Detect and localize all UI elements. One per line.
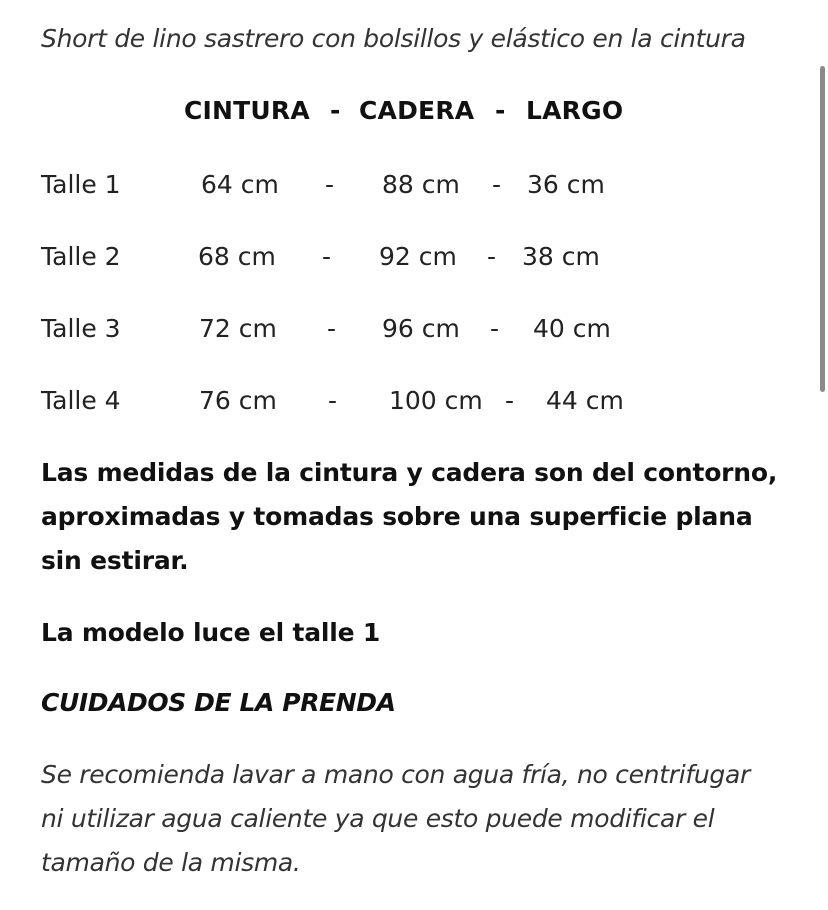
waist-value: 68 cm [198, 242, 276, 271]
length-value: 40 cm [533, 314, 611, 343]
scrollbar-thumb[interactable] [820, 66, 825, 392]
waist-value: 64 cm [201, 170, 279, 199]
header-separator: - [495, 96, 506, 125]
header-separator: - [330, 96, 341, 125]
size-label: Talle 2 [41, 242, 121, 271]
length-value: 44 cm [546, 386, 624, 415]
row-separator: - [505, 386, 515, 415]
hip-value: 88 cm [382, 170, 460, 199]
care-title: CUIDADOS DE LA PRENDA [41, 688, 396, 717]
row-separator: - [327, 314, 337, 343]
care-line: ni utilizar agua caliente ya que esto puede modificar el [41, 804, 715, 833]
row-separator: - [490, 314, 500, 343]
row-separator: - [492, 170, 502, 199]
row-separator: - [487, 242, 497, 271]
size-label: Talle 1 [41, 170, 121, 199]
row-separator: - [328, 386, 338, 415]
row-separator: - [325, 170, 335, 199]
model-size-note: La modelo luce el talle 1 [41, 618, 381, 647]
size-label: Talle 3 [41, 314, 121, 343]
size-label: Talle 4 [41, 386, 121, 415]
row-separator: - [322, 242, 332, 271]
header-hip: CADERA [359, 96, 475, 125]
hip-value: 92 cm [379, 242, 457, 271]
vertical-scrollbar[interactable] [818, 0, 828, 910]
product-subtitle: Short de lino sastrero con bolsillos y elástico en la cintura [41, 24, 746, 53]
header-length: LARGO [526, 96, 624, 125]
hip-value: 100 cm [389, 386, 483, 415]
hip-value: 96 cm [382, 314, 460, 343]
care-line: tamaño de la misma. [41, 848, 301, 877]
length-value: 38 cm [522, 242, 600, 271]
length-value: 36 cm [527, 170, 605, 199]
measurement-note-line: sin estirar. [41, 546, 189, 575]
measurement-note-line: aproximadas y tomadas sobre una superficie plana [41, 502, 753, 531]
measurement-note-line: Las medidas de la cintura y cadera son del contorno, [41, 458, 778, 487]
header-waist: CINTURA [184, 96, 310, 125]
care-line: Se recomienda lavar a mano con agua fría, no centrifugar [41, 760, 750, 789]
waist-value: 76 cm [199, 386, 277, 415]
waist-value: 72 cm [199, 314, 277, 343]
